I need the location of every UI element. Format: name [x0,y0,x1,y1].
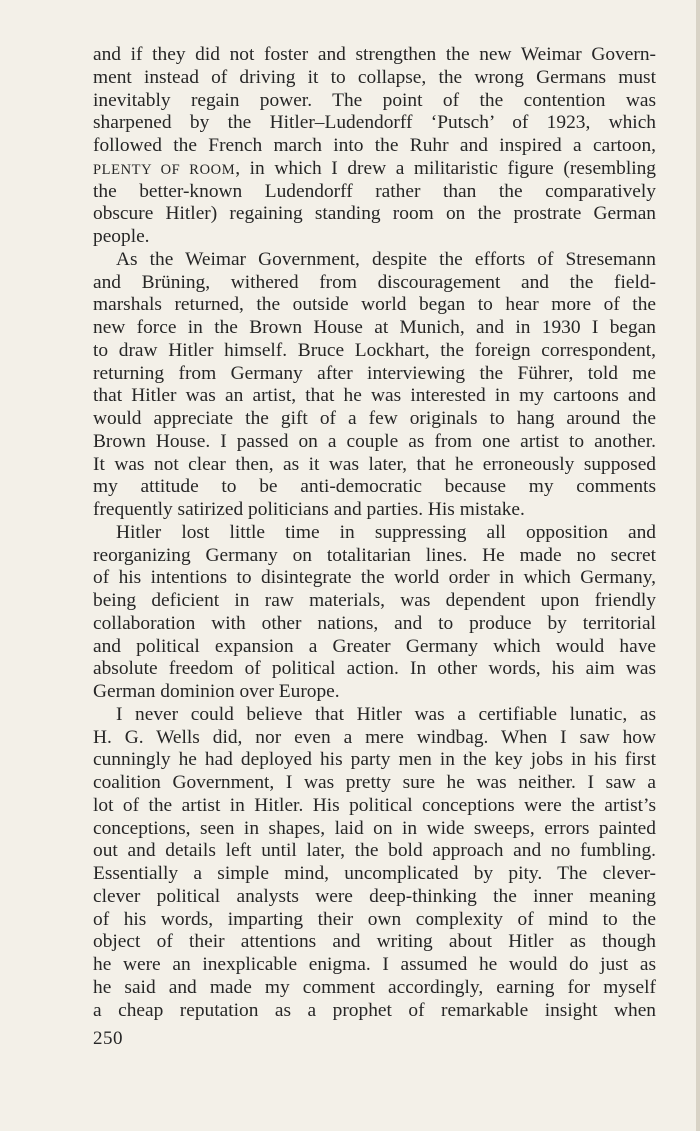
text-line: lot of the artist in Hitler. His political conceptions were the artist’s [93,794,656,816]
text-line: obscure Hitler) regaining standing room on the prostrate German [93,203,656,225]
text-line: ment instead of driving it to collapse, the wrong Germans must [93,66,656,88]
text-line: of his words, imparting their own complexity of mind to the [93,908,656,930]
text-line: out and details left until later, the bold approach and no fumbling. [93,840,656,862]
text-line: Hitler lost little time in suppressing all opposition and [116,521,656,543]
text-line: to draw Hitler himself. Bruce Lockhart, the foreign correspondent, [93,339,656,361]
page-edge [696,0,700,1131]
text-line: would appreciate the gift of a few originals to hang around the [93,408,656,429]
text-line: and Brüning, withered from discouragement and the field- [93,271,656,293]
text-line: being deficient in raw materials, was dependent upon friendly [93,590,656,611]
text-line: he were an inexplicable enigma. I assumed he would do just as [93,954,656,975]
text-line: and political expansion a Greater Germany which would have [93,635,656,657]
text-line: people. [93,226,150,247]
text-line: new force in the Brown House at Munich, and in 1930 I began [93,317,656,338]
text-line: object of their attentions and writing about Hitler as though [93,931,656,953]
text-line: Brown House. I passed on a couple as from one artist to another. [93,430,656,452]
body-text [93,44,656,1022]
text-line: followed the French march into the Ruhr and inspired a cartoon, [93,135,656,156]
text-line: conceptions, seen in shapes, laid on in wide sweeps, errors painted [93,817,656,839]
text-line: It was not clear then, as it was later, that he erroneously supposed [93,453,656,475]
text-line: returning from Germany after interviewing the Führer, told me [93,362,656,384]
text-line: frequently satirized politicians and parties. His mistake. [93,499,525,520]
text-line: I never could believe that Hitler was a certifiable lunatic, as [116,703,656,725]
text-line: coalition Government, I was pretty sure he was neither. I saw a [93,772,656,793]
text-line: German dominion over Europe. [93,681,340,702]
text-line: inevitably regain power. The point of the contention was [93,89,656,111]
text-line: my attitude to be anti-democratic because my comments [93,476,656,498]
text-line-rest: , in which I drew a militaristic figure (resembling [235,157,656,179]
text-line: the better-known Ludendorff rather than the comparatively [93,180,656,202]
text-line: that Hitler was an artist, that he was interested in my cartoons and [93,385,656,407]
text-line: Essentially a simple mind, uncomplicated by pity. The clever- [93,863,656,884]
text-line: H. G. Wells did, nor even a mere windbag. When I saw how [93,726,656,748]
text-line: cunningly he had deployed his party men in the key jobs in his first [93,749,656,771]
text-line: absolute freedom of political action. In other words, his aim was [93,658,656,680]
text-line: he said and made my comment accordingly, earning for myself [93,976,656,998]
text-line: and if they did not foster and strengthen the new Weimar Govern- [93,44,656,65]
text-line: reorganizing Germany on totalitarian lines. He made no secret [93,544,656,566]
text-line: collaboration with other nations, and to produce by territorial [93,612,656,634]
text-line: a cheap reputation as a prophet of remarkable insight when [93,999,656,1021]
text-line: of his intentions to disintegrate the world order in which Germany, [93,567,656,589]
text-line: clever political analysts were deep-thinking the inner meaning [93,885,656,907]
text-line: As the Weimar Government, despite the efforts of Stresemann [116,248,656,270]
text-line: marshals returned, the outside world began to hear more of the [93,294,656,316]
text-line: sharpened by the Hitler–Ludendorff ‘Putsch’ of 1923, which [93,112,656,134]
cartoon-title: PLENTY OF ROOM [93,161,236,178]
text-line [93,158,656,181]
page-number: 250 [93,1028,123,1049]
